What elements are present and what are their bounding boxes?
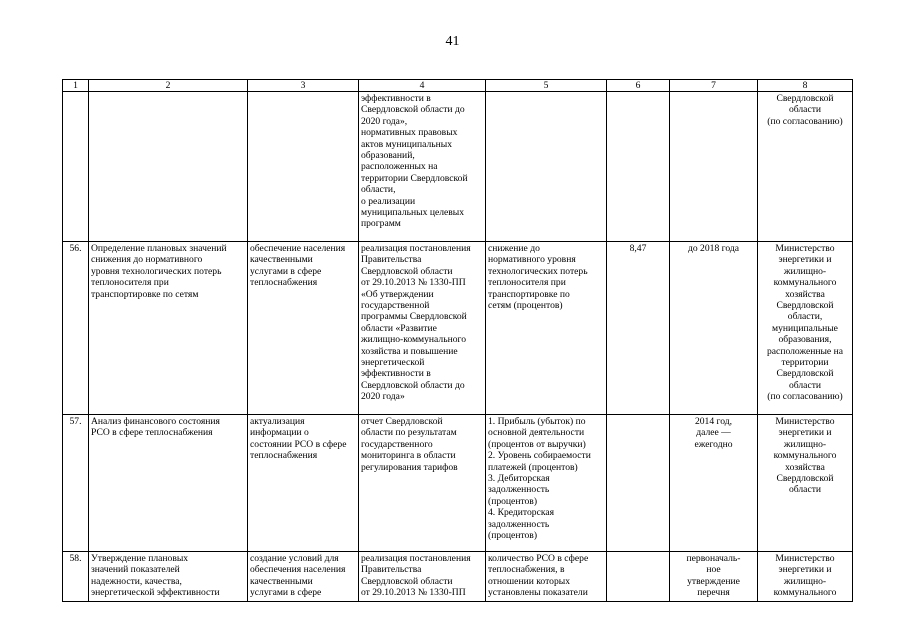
measure-name: Утверждение плановых значений показателей надежности, качества, энергетической эффективности bbox=[89, 552, 248, 602]
measure-indicator: количество РСО в сфере теплоснабжения, в отношении которых установлены показатели bbox=[486, 552, 607, 602]
header-cell-4: 4 bbox=[359, 80, 486, 92]
header-cell-1: 1 bbox=[63, 80, 89, 92]
header-cell-8: 8 bbox=[758, 80, 853, 92]
measure-basis: реализация постановления Правительства Свердловской области от 29.10.2013 № 1330-ПП bbox=[359, 552, 486, 602]
table-row bbox=[63, 552, 853, 602]
responsible-executor: Свердловской области (по согласованию) bbox=[758, 92, 853, 242]
responsible-executor: Министерство энергетики и жилищно- коммунального хозяйства Свердловской области, муниципальные образования, расположенные на территории Свердловской области (по согласованию) bbox=[758, 242, 853, 415]
measures-table bbox=[62, 79, 853, 602]
row-number: 58. bbox=[63, 552, 89, 602]
row-number: 56. bbox=[63, 242, 89, 415]
indicator-value: 8,47 bbox=[607, 242, 670, 415]
measure-basis: эффективности в Свердловской области до 2020 года», нормативных правовых актов муниципальных образований, расположенных на территории Свердловской области, о реализации муниципальных целевых программ bbox=[359, 92, 486, 242]
responsible-executor: Министерство энергетики и жилищно- коммунального bbox=[758, 552, 853, 602]
measure-indicator: 1. Прибыль (убыток) по основной деятельности (процентов от выручки) 2. Уровень собираемости платежей (процентов) 3. Дебиторская задолженность (процентов) 4. Кредиторская задолженность (процентов) bbox=[486, 415, 607, 552]
measure-goal: актуализация информации о состоянии РСО в сфере теплоснабжения bbox=[248, 415, 359, 552]
table-row bbox=[63, 242, 853, 415]
measure-basis: реализация постановления Правительства Свердловской области от 29.10.2013 № 1330-ПП «Об утверждении государственной программы Свердловской области «Развитие жилищно-коммунального хозяйства и повышение энергетической эффективности в Свердловской области до 2020 года» bbox=[359, 242, 486, 415]
header-cell-7: 7 bbox=[670, 80, 758, 92]
table-row bbox=[63, 92, 853, 242]
measure-goal: создание условий для обеспечения населения качественными услугами в сфере bbox=[248, 552, 359, 602]
header-cell-6: 6 bbox=[607, 80, 670, 92]
measure-deadline bbox=[670, 92, 758, 242]
responsible-executor: Министерство энергетики и жилищно- коммунального хозяйства Свердловской области bbox=[758, 415, 853, 552]
table-row bbox=[63, 415, 853, 552]
measure-deadline: до 2018 года bbox=[670, 242, 758, 415]
header-cell-3: 3 bbox=[248, 80, 359, 92]
indicator-value bbox=[607, 415, 670, 552]
measure-name: Определение плановых значений снижения до нормативного уровня технологических потерь теплоносителя при транспортировке по сетям bbox=[89, 242, 248, 415]
measure-indicator bbox=[486, 92, 607, 242]
measure-goal bbox=[248, 92, 359, 242]
page-number: 41 bbox=[445, 34, 460, 49]
header-cell-2: 2 bbox=[89, 80, 248, 92]
measure-goal: обеспечение населения качественными услугами в сфере теплоснабжения bbox=[248, 242, 359, 415]
indicator-value bbox=[607, 92, 670, 242]
measure-deadline: 2014 год, далее — ежегодно bbox=[670, 415, 758, 552]
indicator-value bbox=[607, 552, 670, 602]
measure-indicator: снижение до нормативного уровня технологических потерь теплоносителя при транспортировке по сетям (процентов) bbox=[486, 242, 607, 415]
header-cell-5: 5 bbox=[486, 80, 607, 92]
row-number bbox=[63, 92, 89, 242]
measure-basis: отчет Свердловской области по результатам государственного мониторинга в области регулирования тарифов bbox=[359, 415, 486, 552]
measure-name bbox=[89, 92, 248, 242]
measure-deadline: первоначаль- ное утверждение перечня bbox=[670, 552, 758, 602]
header-row bbox=[63, 80, 853, 92]
row-number: 57. bbox=[63, 415, 89, 552]
measure-name: Анализ финансового состояния РСО в сфере теплоснабжения bbox=[89, 415, 248, 552]
